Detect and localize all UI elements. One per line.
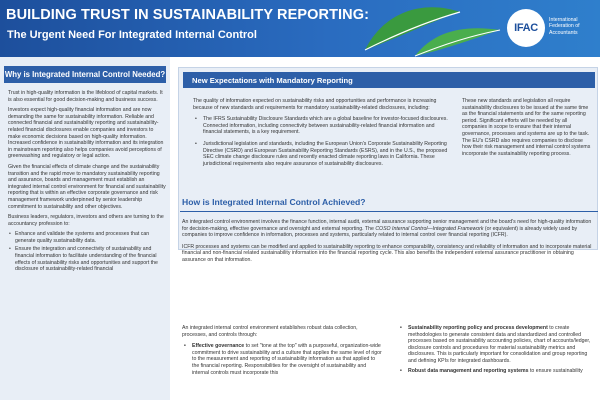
list-item-text: to create methodologies to generate consistent data and standardized and controlled processes based on sustainability accounting policies, chart of accounts/ledger, disclosure controls and procedures for material sustainability metrics and disclosures. This is particularly important for consolidation and group reporting and defining KPIs for integrated dashboards. <box>408 325 591 364</box>
paragraph: Given the financial effects of climate change and the sustainability transition and the rapid move to mandatory sustainability reporting and assurance, boards and management must establish an integrated internal control environment for financial and sustainability reporting that is within an effective corporate governance and risk management framework underpinned by senior leadership commitment to sustainability and other objectives. <box>8 163 166 210</box>
list-item-title: Sustainability reporting policy and process development <box>408 325 548 331</box>
list-item: • Jurisdictional legislation and standards, including the European Union's Corporate Sustainability Reporting Directive (CSRD) and European Sustainability Reporting Standards (ESRS), and in the U.S., the proposed SEC climate change disclosure rules and recently enacted climate reporting laws in California. These jurisdictional requirements also require assurance of sustainability disclosures. <box>193 141 455 167</box>
box-left-text <box>193 98 455 172</box>
paragraph-text: (or equivalent) is already widely used by companies to improve confidence in information, processes and systems, particularly related to internal control over financial reporting (ICFR). <box>182 225 578 239</box>
paragraph-text: An integrated control environment involves the finance function, internal audit, external assurance supporting senior management and the board's need for high-quality information for decision-making, effective governance and oversight and external reporting. The <box>182 219 592 232</box>
coso-framework-title: COSO Internal Control—Integrated Framework <box>375 225 484 232</box>
bullet-list <box>398 325 596 374</box>
header-banner <box>0 0 600 57</box>
leaf-decoration-icon <box>355 0 505 57</box>
bullet-list <box>193 116 455 167</box>
document-subtitle: The Urgent Need For Integrated Internal Control <box>7 29 257 41</box>
box-right-text: These new standards and legislation all require sustainability disclosures to be issued at the same time as the financial statements and for the same reporting period. Significant efforts will be needed by all companies in scope to ensure that their internal governance, processes and systems are up to the task. The EU's CSRD also requires companies to disclose how their risk management and internal control systems incorporate the sustainability reporting process. <box>462 98 591 157</box>
left-sidebar-heading: Why is Integrated Internal Control Needed? <box>4 66 166 83</box>
left-sidebar <box>0 57 170 400</box>
document-title: BUILDING TRUST IN SUSTAINABILITY REPORTING: <box>6 7 370 23</box>
section-body <box>182 219 596 269</box>
left-sidebar-body <box>8 90 166 275</box>
section-heading: How is Integrated Internal Control Achieved? <box>182 197 366 207</box>
main-content <box>178 57 600 400</box>
list-item-title: Robust data management and reporting systems <box>408 367 529 374</box>
list-item: • Enhance and validate the systems and processes that can generate quality sustainability data. <box>8 231 166 244</box>
list-item <box>398 325 596 365</box>
bullet-list <box>182 343 382 376</box>
list-item: • Ensure the integration and connectivity of sustainability and financial information to facilitate understanding of the financial effects of sustainability risks and opportunities and support the disclosure of sustainability-related financial <box>8 246 166 272</box>
paragraph: Investors expect high-quality financial information and are now demanding the same for sustainability information. Reliable and connected financial and sustainability reporting and sustainability-related financial disclosures enable companies and investors to make economic decisions based on high-quality information. Increased confidence in sustainability information and its integration in mainstream reporting also helps companies avoid perceptions of greenwashing and regulatory or legal action. <box>8 107 164 160</box>
list-item-text: to ensure sustainability <box>528 367 583 374</box>
list-item-text: to set "tone at the top" with a purposeful, organization-wide commitment to drive sustainability and a culture that applies the same level of rigor to the measurement and reporting of sustainability information as that applied to the financial reporting. Responsibilities for the oversight of sustainability and internal controls must incorporate this <box>192 343 382 376</box>
ifac-logo-mark: IFAC <box>507 9 545 47</box>
section-column-right <box>398 325 596 377</box>
paragraph: Trust in high-quality information is the lifeblood of capital markets. It is also essential for good decision-making and business success. <box>8 90 163 103</box>
paragraph: The quality of information expected on sustainability risks and opportunities and performance is increasing because of new standards and requirements for mandatory sustainability-related disclosures, including: <box>193 98 437 111</box>
paragraph <box>182 219 596 239</box>
paragraph: Business leaders, regulators, investors and others are turning to the accountancy profession to: <box>8 214 164 227</box>
ifac-logo[interactable] <box>507 9 593 47</box>
paragraph: An integrated internal control environment establishes robust data collection, processes, and controls through: <box>182 325 358 338</box>
bullet-list <box>8 231 166 273</box>
list-item <box>182 343 382 376</box>
box-heading: New Expectations with Mandatory Reporting <box>183 72 595 88</box>
paragraph: ICFR processes and systems can be modified and applied to sustainability reporting to enhance comparability, consistency and reliability of information and to incorporate material financial and non-financial related sustainability information into the financial reporting cycle. This also benefits the independent external assurance practitioner in obtaining assurance on that information. <box>182 243 592 263</box>
section-column-left <box>182 325 382 379</box>
list-item <box>398 368 596 375</box>
list-item: • The IFRS Sustainability Disclosure Standards which are a global baseline for investor-focused disclosures. Connected information, including connectivity between sustainability-related financial information and financial statements, is a key requirement. <box>193 116 455 136</box>
ifac-logo-caption: International Federation of Accountants <box>549 17 580 36</box>
section-divider <box>180 211 598 212</box>
list-item-title: Effective governance <box>192 343 245 350</box>
